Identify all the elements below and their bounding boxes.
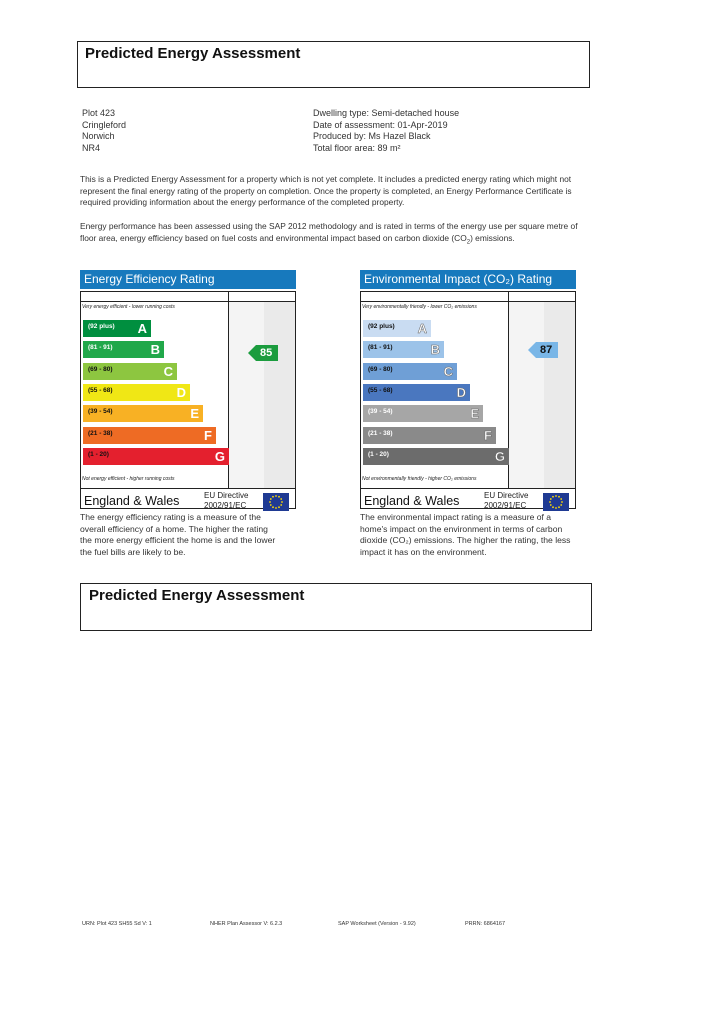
eu-directive (204, 491, 248, 510)
band-range: (21 - 38) (368, 429, 393, 437)
efficiency-description (80, 512, 296, 558)
flag-star (552, 496, 554, 498)
address-line: NR4 (82, 142, 101, 153)
flag-star (550, 498, 552, 500)
band-range: (55 - 68) (88, 386, 113, 394)
address-line: Cringleford (82, 119, 127, 130)
flag-star (280, 504, 282, 506)
footer-assessor: NHER Plan Assessor V: 6.2.3 (210, 921, 283, 927)
band-letter: D (456, 384, 466, 400)
rating-band-e (363, 405, 483, 422)
band-range: (39 - 54) (368, 408, 393, 416)
footer-sap: SAP Worksheet (Version - 9.92) (338, 921, 416, 927)
band-letter: B (150, 342, 160, 358)
description-line: The environmental impact rating is a measure of a (360, 512, 552, 522)
rating-band-f (363, 427, 496, 444)
top-note: Very environmentally friendly - lower CO₂ emissions (362, 304, 477, 310)
description-line: impact it has on the environment. (360, 546, 487, 557)
intro-paragraph: This is a Predicted Energy Assessment for a property which is not yet complete. It includes a predicted energy rating which might not represent the final energy rating of the property on completion. Once the property is completed, an Energy Performance Certificate is required providing information about the energy performance of the completed property. (80, 174, 572, 207)
floor-area: Total floor area: 89 m² (313, 142, 401, 153)
methodology-paragraph (80, 221, 590, 249)
rating-band-d (363, 384, 470, 401)
band-range: (55 - 68) (368, 386, 393, 394)
rating-band-a (83, 320, 151, 337)
flag-star (272, 506, 274, 508)
band-letter: F (204, 427, 212, 443)
divider (80, 301, 296, 302)
footer-urn: URN: Plot 423 SH55 Sd V: 1 (82, 921, 152, 927)
current-rating-value: 87 (540, 344, 553, 356)
current-rating-arrow (248, 345, 278, 361)
flag-star (270, 504, 272, 506)
dwelling-type: Dwelling type: Semi-detached house (313, 108, 460, 118)
flag-star (558, 496, 560, 498)
band-letter: G (494, 448, 505, 464)
flag-star (281, 501, 283, 503)
band-letter: C (443, 363, 453, 379)
rating-band-g (83, 448, 229, 465)
flag-star (558, 506, 560, 508)
flag-star (560, 498, 562, 500)
flag-star (550, 504, 552, 506)
flag-star (278, 506, 280, 508)
address-block (82, 108, 126, 154)
section-title: Predicted Energy Assessment (89, 587, 305, 604)
band-range: (81 - 91) (88, 344, 113, 352)
methodology-suffix: ) emissions. (470, 232, 515, 243)
potential-column (264, 302, 295, 488)
band-letter: E (470, 406, 479, 422)
band-range: (92 plus) (368, 323, 395, 330)
title-box-top (77, 41, 590, 88)
band-range: (69 - 80) (88, 365, 113, 373)
directive-line: 2002/91/EC (484, 500, 527, 510)
band-range: (21 - 38) (88, 429, 113, 437)
band-range: (92 plus) (88, 323, 115, 330)
band-range: (69 - 80) (368, 365, 393, 373)
chart-header: Environmental Impact (CO₂) Rating (360, 270, 576, 289)
band-letter: A (417, 321, 427, 336)
directive-line: EU Directive (484, 491, 529, 500)
rating-band-c (83, 363, 177, 380)
description-line: the fuel bills are likely to be. (80, 546, 186, 557)
chart-header: Energy Efficiency Rating (80, 270, 296, 289)
flag-star (560, 504, 562, 506)
methodology-prefix: Energy performance has been assessed using the SAP 2012 methodology and is rated in terms of the energy use per square metre of floor area, energy efficiency based on fuel costs and environmental impact based on carbon dioxide (CO (80, 221, 578, 243)
band-letter: B (430, 342, 440, 358)
divider (80, 488, 296, 489)
eu-flag-icon (263, 493, 289, 511)
eu-directive (484, 491, 528, 510)
directive-line: EU Directive (204, 491, 249, 500)
flag-star (278, 496, 280, 498)
current-rating-arrow (528, 342, 558, 358)
rating-band-f (83, 427, 216, 444)
address-line: Plot 423 (82, 108, 116, 118)
directive-line: 2002/91/EC (204, 500, 247, 510)
bottom-note: Not energy efficient - higher running costs (82, 476, 175, 482)
energy-efficiency-chart (80, 270, 296, 515)
rating-band-b (363, 341, 444, 358)
rating-band-g (363, 448, 509, 465)
eu-flag-stars (263, 493, 289, 511)
band-range: (1 - 20) (368, 450, 389, 458)
description-line: The energy efficiency rating is a measure of the (80, 512, 261, 522)
flag-star (561, 501, 563, 503)
country: England & Wales (84, 494, 180, 508)
band-letter: C (163, 363, 173, 379)
rating-band-b (83, 341, 164, 358)
flag-star (270, 498, 272, 500)
page-title: Predicted Energy Assessment (85, 45, 301, 62)
band-letter: G (214, 448, 225, 464)
environment-description (360, 512, 596, 558)
divider (360, 301, 576, 302)
eu-flag-icon (543, 493, 569, 511)
current-rating-value: 85 (260, 347, 273, 359)
methodology-sub: 2 (466, 239, 471, 246)
title-box-bottom (80, 583, 592, 631)
produced-by: Produced by: Ms Hazel Black (313, 131, 431, 141)
flag-star (555, 507, 557, 509)
environmental-impact-chart (360, 270, 576, 515)
rating-band-a (363, 320, 431, 337)
flag-star (275, 507, 277, 509)
details-block (313, 108, 459, 154)
top-note: Very energy efficient - lower running costs (82, 304, 175, 310)
description-line: overall efficiency of a home. The higher the rating (80, 523, 268, 534)
flag-star (275, 495, 277, 497)
footer-prrn: PRRN: 6864167 (465, 921, 506, 927)
flag-star (549, 501, 551, 503)
bottom-note: Not environmentally friendly - higher CO₂ emissions (362, 476, 477, 482)
band-range: (39 - 54) (88, 408, 113, 416)
country: England & Wales (364, 494, 460, 508)
band-letter: A (137, 321, 147, 336)
flag-star (272, 496, 274, 498)
address-line: Norwich (82, 131, 115, 141)
flag-star (269, 501, 271, 503)
description-line: dioxide (CO₂) emissions. The higher the rating, the less (360, 535, 571, 545)
rating-band-e (83, 405, 203, 422)
band-letter: F (484, 427, 492, 443)
divider (360, 488, 576, 489)
flag-star (280, 498, 282, 500)
band-letter: E (190, 406, 199, 422)
band-range: (81 - 91) (368, 344, 393, 352)
rating-band-c (363, 363, 457, 380)
flag-star (555, 495, 557, 497)
eu-flag-stars (543, 493, 569, 511)
assessment-date: Date of assessment: 01-Apr-2019 (313, 119, 448, 130)
rating-band-d (83, 384, 190, 401)
potential-column (544, 302, 575, 488)
description-line: home's impact on the environment in terms of carbon (360, 523, 563, 534)
description-line: the more energy efficient the home is and the lower (80, 535, 276, 545)
flag-star (552, 506, 554, 508)
band-letter: D (176, 384, 186, 400)
band-range: (1 - 20) (88, 450, 109, 458)
